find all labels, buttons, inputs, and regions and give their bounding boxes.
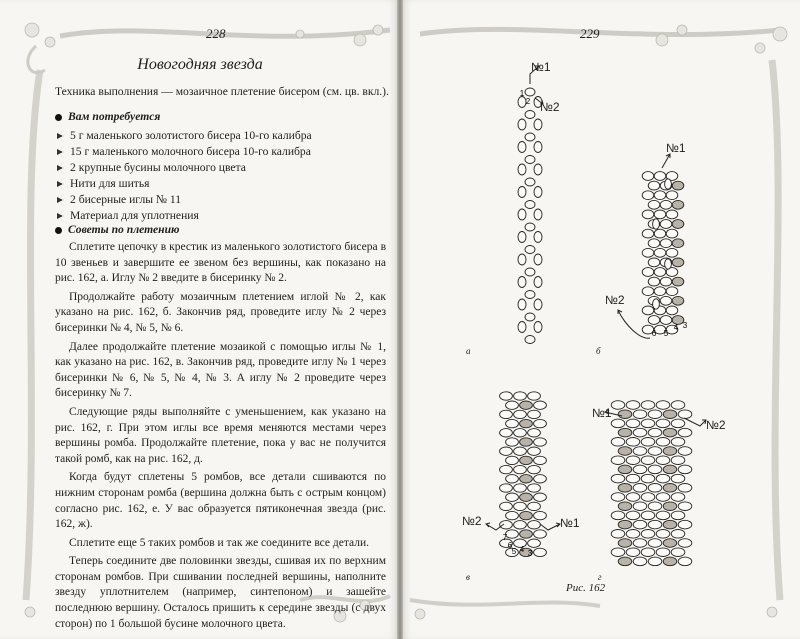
mosaic-bead [514, 484, 527, 492]
mosaic-bead [514, 429, 527, 437]
mosaic-bead [633, 410, 647, 419]
mosaic-bead [534, 401, 547, 409]
mosaic-bead [500, 447, 513, 455]
mosaic-bead [500, 502, 513, 510]
mosaic-bead [671, 474, 685, 483]
mosaic-bead [506, 401, 519, 409]
mosaic-bead [648, 410, 662, 419]
mosaic-bead [633, 539, 647, 548]
mosaic-bead [663, 502, 677, 511]
mosaic-bead [528, 484, 541, 492]
mosaic-bead [633, 465, 647, 474]
paragraph: Продолжайте работу мозаичным плетением иглой № 2, как указано на рис. 162, б. Закончив ряд, проведите иглу № 2 через бисеринки № 4, № 5, № 6. [55, 290, 386, 334]
mosaic-bead [626, 419, 640, 428]
mosaic-bead [633, 447, 647, 456]
bead-number: 6 [507, 541, 513, 550]
mosaic-bead [663, 539, 677, 548]
mosaic-bead [528, 429, 541, 437]
materials-list [55, 128, 395, 224]
mosaic-bead [528, 465, 541, 473]
mosaic-bead [656, 456, 670, 465]
mosaic-bead [618, 539, 632, 548]
mosaic-bead [648, 277, 660, 286]
mosaic-bead [678, 410, 692, 419]
chain-bead [534, 119, 542, 130]
mosaic-bead [656, 438, 670, 447]
chain-bead [518, 322, 526, 333]
mosaic-bead [506, 438, 519, 446]
mosaic-bead [500, 410, 513, 418]
chain-bead [525, 291, 535, 299]
mosaic-bead [642, 306, 654, 315]
mosaic-bead [671, 456, 685, 465]
paragraph: Теперь соедините две половинки звезды, сшивая их по верхним сторонам ромбов. При сшивании последней вершины, наполните звезду уплотнителем (например, синтепоном) и зашейте последнюю вершину. Осталось пришить к середине звезды (с двух сторон) по 1 большой бусине молочного цвета. [55, 555, 386, 630]
panel-label-d: г [598, 572, 602, 582]
chain-bead [534, 232, 542, 243]
mosaic-bead [534, 548, 547, 556]
mosaic-bead [641, 474, 655, 483]
bullet-dot-icon [55, 114, 62, 121]
mosaic-bead [611, 474, 625, 483]
chain-bead [534, 142, 542, 153]
chain-bead [518, 254, 526, 265]
mosaic-bead [618, 465, 632, 474]
mosaic-bead [678, 428, 692, 437]
mosaic-bead [506, 456, 519, 464]
mosaic-bead [660, 316, 672, 325]
chain-bead [534, 209, 542, 220]
mosaic-bead [618, 557, 632, 566]
mosaic-bead [641, 401, 655, 410]
list-item: 5 г маленького золотистого бисера 10-го калибра [55, 128, 395, 144]
mosaic-bead [654, 172, 666, 181]
chain-bead [534, 187, 542, 198]
mosaic-bead [520, 419, 533, 427]
mosaic-bead [678, 502, 692, 511]
materials-heading [55, 110, 160, 123]
mosaic-bead [648, 258, 660, 267]
mosaic-bead [642, 268, 654, 277]
mosaic-bead [642, 287, 654, 296]
mosaic-bead [666, 306, 678, 315]
mosaic-bead [611, 456, 625, 465]
paragraph: Когда будут сплетены 5 ромбов, все детали сшиваются по нижним сторонам ромба (вершина должна быть с острым концом) согласно рис. 162, е. У вас образуется пятиконечная звезда (рис. 162, ж). [55, 471, 386, 531]
mosaic-bead [656, 511, 670, 520]
mosaic-bead [648, 520, 662, 529]
mosaic-bead [671, 548, 685, 557]
mosaic-bead [648, 447, 662, 456]
mosaic-bead [520, 456, 533, 464]
paragraph: Сплетите цепочку в крестик из маленького золотистого бисера в 10 звеньев и завершите ее звеном без вершины, как показано на рис. 162, а. Иглу № 2 введите в бисеринку № 2. [55, 241, 386, 285]
mosaic-bead [514, 447, 527, 455]
chain-bead [518, 164, 526, 175]
mosaic-bead [660, 239, 672, 248]
needle-1-label-b: №1 [666, 141, 686, 155]
mosaic-bead [520, 475, 533, 483]
mosaic-bead [633, 557, 647, 566]
list-item: Материал для уплотнения [55, 208, 395, 224]
mosaic-bead [656, 493, 670, 502]
page-number-left: 228 [206, 26, 226, 41]
mosaic-bead [648, 181, 660, 190]
mosaic-bead [654, 287, 666, 296]
mosaic-bead [611, 548, 625, 557]
bead-number: 4 [519, 545, 525, 554]
mosaic-bead [642, 248, 654, 257]
mosaic-bead [618, 484, 632, 493]
mosaic-bead [660, 296, 672, 305]
mosaic-bead [611, 530, 625, 539]
chain-bead [518, 232, 526, 243]
mosaic-bead [611, 438, 625, 447]
mosaic-bead [514, 392, 527, 400]
list-item: 2 крупные бусины молочного цвета [55, 160, 395, 176]
mosaic-bead [671, 419, 685, 428]
mosaic-bead [500, 521, 513, 529]
mosaic-bead [648, 484, 662, 493]
mosaic-bead [611, 401, 625, 410]
mosaic-bead [506, 493, 519, 501]
mosaic-bead [663, 410, 677, 419]
chain-bead [534, 299, 542, 310]
mosaic-bead [528, 502, 541, 510]
panel-label-c: в [466, 572, 470, 582]
mosaic-bead [656, 419, 670, 428]
mosaic-bead [642, 210, 654, 219]
tips-heading-text: Советы по плетению [68, 223, 180, 236]
mosaic-bead [534, 530, 547, 538]
mosaic-bead [618, 410, 632, 419]
mosaic-bead [633, 520, 647, 529]
needle-1-label-d: №1 [592, 406, 612, 420]
mosaic-bead [671, 493, 685, 502]
chain-bead [525, 111, 535, 119]
bead-number: 2 [525, 97, 531, 106]
mosaic-bead [678, 539, 692, 548]
mosaic-bead [663, 465, 677, 474]
mosaic-bead [672, 200, 684, 209]
mosaic-bead [520, 401, 533, 409]
bead-number: 1 [519, 89, 525, 98]
list-item: Нити для шитья [55, 176, 395, 192]
mosaic-bead [641, 493, 655, 502]
mosaic-bead [534, 438, 547, 446]
mosaic-bead [653, 299, 660, 309]
mosaic-bead [633, 428, 647, 437]
chain-bead [525, 88, 535, 96]
mosaic-bead [678, 484, 692, 493]
mosaic-bead [514, 502, 527, 510]
mosaic-bead [654, 210, 666, 219]
mosaic-bead [671, 530, 685, 539]
mosaic-bead [663, 484, 677, 493]
mosaic-bead [534, 475, 547, 483]
chain-bead [525, 156, 535, 164]
mosaic-bead [641, 438, 655, 447]
mosaic-bead [611, 419, 625, 428]
mosaic-bead [678, 447, 692, 456]
mosaic-bead [648, 200, 660, 209]
bead-number: 5 [663, 329, 669, 338]
mosaic-bead [500, 429, 513, 437]
chain-bead [518, 299, 526, 310]
mosaic-bead [520, 493, 533, 501]
chain-bead [525, 223, 535, 231]
mosaic-bead [626, 530, 640, 539]
chain-bead [525, 336, 535, 344]
list-item: 15 г маленького молочного бисера 10-го калибра [55, 144, 395, 160]
chain-bead [518, 187, 526, 198]
mosaic-bead [678, 465, 692, 474]
mosaic-bead [671, 438, 685, 447]
mosaic-bead [626, 401, 640, 410]
mosaic-bead [678, 520, 692, 529]
needle-2-label-b: №2 [605, 293, 625, 307]
mosaic-bead [671, 401, 685, 410]
needle-1-label-a: №1 [531, 60, 551, 74]
mosaic-bead [663, 557, 677, 566]
needle-1-label-c: №1 [560, 516, 580, 530]
mosaic-bead [666, 287, 678, 296]
mosaic-bead [660, 200, 672, 209]
mosaic-bead [618, 520, 632, 529]
mosaic-bead [626, 548, 640, 557]
mosaic-bead [528, 521, 541, 529]
mosaic-bead [656, 401, 670, 410]
mosaic-bead [641, 456, 655, 465]
mosaic-bead [654, 191, 666, 200]
mosaic-bead [671, 511, 685, 520]
mosaic-bead [663, 447, 677, 456]
needle-2-label-c: №2 [462, 514, 482, 528]
mosaic-bead [528, 392, 541, 400]
mosaic-bead [500, 392, 513, 400]
mosaic-bead [528, 539, 541, 547]
panel-label-a: а [466, 346, 471, 356]
mosaic-bead [506, 530, 519, 538]
mosaic-bead [520, 511, 533, 519]
mosaic-bead [648, 539, 662, 548]
intro-text: Техника выполнения — мозаичное плетение бисером (см. цв. вкл.). [55, 85, 389, 98]
mosaic-bead [672, 220, 684, 229]
mosaic-bead [665, 259, 672, 269]
mosaic-bead [656, 530, 670, 539]
mosaic-bead [506, 419, 519, 427]
list-item: 2 бисерные иглы № 11 [55, 192, 395, 208]
mosaic-bead [641, 511, 655, 520]
mosaic-bead [663, 520, 677, 529]
bead-number: 7 [502, 533, 508, 542]
figure-162 [400, 0, 800, 639]
mosaic-bead [534, 493, 547, 501]
mosaic-bead [666, 210, 678, 219]
mosaic-bead [654, 268, 666, 277]
mosaic-bead [534, 511, 547, 519]
mosaic-bead [534, 419, 547, 427]
chain-bead [518, 119, 526, 130]
chain-bead [518, 142, 526, 153]
mosaic-bead [618, 502, 632, 511]
mosaic-bead [666, 248, 678, 257]
mosaic-bead [633, 484, 647, 493]
mosaic-bead [642, 191, 654, 200]
figure-caption: Рис. 162 [566, 582, 606, 594]
page-title: Новогодняя звезда [137, 56, 263, 73]
mosaic-bead [520, 438, 533, 446]
mosaic-bead [534, 456, 547, 464]
mosaic-bead [626, 493, 640, 502]
mosaic-bead [663, 428, 677, 437]
mosaic-bead [660, 277, 672, 286]
page-number-right: 229 [580, 26, 600, 41]
mosaic-bead [618, 447, 632, 456]
mosaic-bead [653, 219, 660, 229]
chain-bead [534, 322, 542, 333]
mosaic-bead [656, 474, 670, 483]
mosaic-bead [656, 548, 670, 557]
chain-bead [525, 133, 535, 141]
mosaic-bead [678, 557, 692, 566]
mosaic-bead [672, 258, 684, 267]
mosaic-bead [506, 475, 519, 483]
mosaic-bead [660, 220, 672, 229]
mosaic-bead [626, 511, 640, 520]
needle-2-label-d: №2 [706, 418, 726, 432]
mosaic-bead [626, 456, 640, 465]
mosaic-bead [500, 484, 513, 492]
mosaic-bead [611, 493, 625, 502]
bullet-dot-icon [55, 227, 62, 234]
panel-label-b: б [596, 346, 601, 356]
mosaic-bead [618, 428, 632, 437]
bead-number: 3 [682, 321, 688, 330]
chain-bead [534, 277, 542, 288]
mosaic-bead [506, 511, 519, 519]
mosaic-bead [528, 447, 541, 455]
book-gutter [397, 0, 403, 639]
chain-bead [525, 201, 535, 209]
mosaic-bead [500, 465, 513, 473]
mosaic-bead [611, 511, 625, 520]
mosaic-bead [666, 191, 678, 200]
mosaic-bead [641, 530, 655, 539]
mosaic-bead [514, 521, 527, 529]
bead-number: 5 [511, 547, 517, 556]
chain-bead [525, 268, 535, 276]
mosaic-bead [642, 229, 654, 238]
mosaic-bead [626, 474, 640, 483]
mosaic-bead [528, 410, 541, 418]
mosaic-bead [514, 465, 527, 473]
mosaic-bead [665, 179, 672, 189]
chain-bead [525, 178, 535, 186]
mosaic-bead [648, 239, 660, 248]
mosaic-bead [672, 296, 684, 305]
paragraph: Далее продолжайте плетение мозаикой с помощью иглы № 1, как указано на рис. 162, в. Закончив ряд, проведите иглу № 1 через бисеринки № 6, № 5, № 4, № 3. А иглу № 2 проведите через бисеринку № 7. [55, 340, 386, 400]
chain-bead [525, 313, 535, 321]
mosaic-bead [641, 419, 655, 428]
mosaic-bead [672, 277, 684, 286]
mosaic-bead [641, 548, 655, 557]
chain-bead [525, 246, 535, 254]
mosaic-bead [626, 438, 640, 447]
right-page [400, 0, 800, 639]
bead-number: 4 [673, 323, 679, 332]
chain-bead [534, 164, 542, 175]
mosaic-bead [514, 410, 527, 418]
needle-2-label-a: №2 [540, 100, 560, 114]
mosaic-bead [648, 502, 662, 511]
mosaic-bead [672, 239, 684, 248]
chain-bead [518, 277, 526, 288]
paragraph: Сплетите еще 5 таких ромбов и так же соедините все детали. [69, 536, 369, 549]
mosaic-bead [648, 557, 662, 566]
mosaic-bead [520, 530, 533, 538]
mosaic-bead [666, 229, 678, 238]
paragraph: Следующие ряды выполняйте с уменьшением, как указано на рис. 162, г. При этом иглы все время меняются местами через вершины ромба. Продолжайте плетение, пока у вас не получится такой ромб, как на рис. 162, д. [55, 405, 386, 465]
mosaic-bead [633, 502, 647, 511]
tips-body [55, 240, 386, 635]
mosaic-bead [648, 428, 662, 437]
materials-heading-text: Вам потребуется [68, 110, 161, 123]
mosaic-bead [648, 465, 662, 474]
chain-bead [518, 209, 526, 220]
mosaic-bead [648, 316, 660, 325]
mosaic-bead [654, 248, 666, 257]
mosaic-bead [642, 172, 654, 181]
bead-number: 3 [527, 549, 533, 558]
mosaic-bead [672, 181, 684, 190]
mosaic-bead [654, 229, 666, 238]
tips-heading [55, 223, 180, 236]
bead-number: 6 [651, 329, 657, 338]
chain-bead [534, 254, 542, 265]
